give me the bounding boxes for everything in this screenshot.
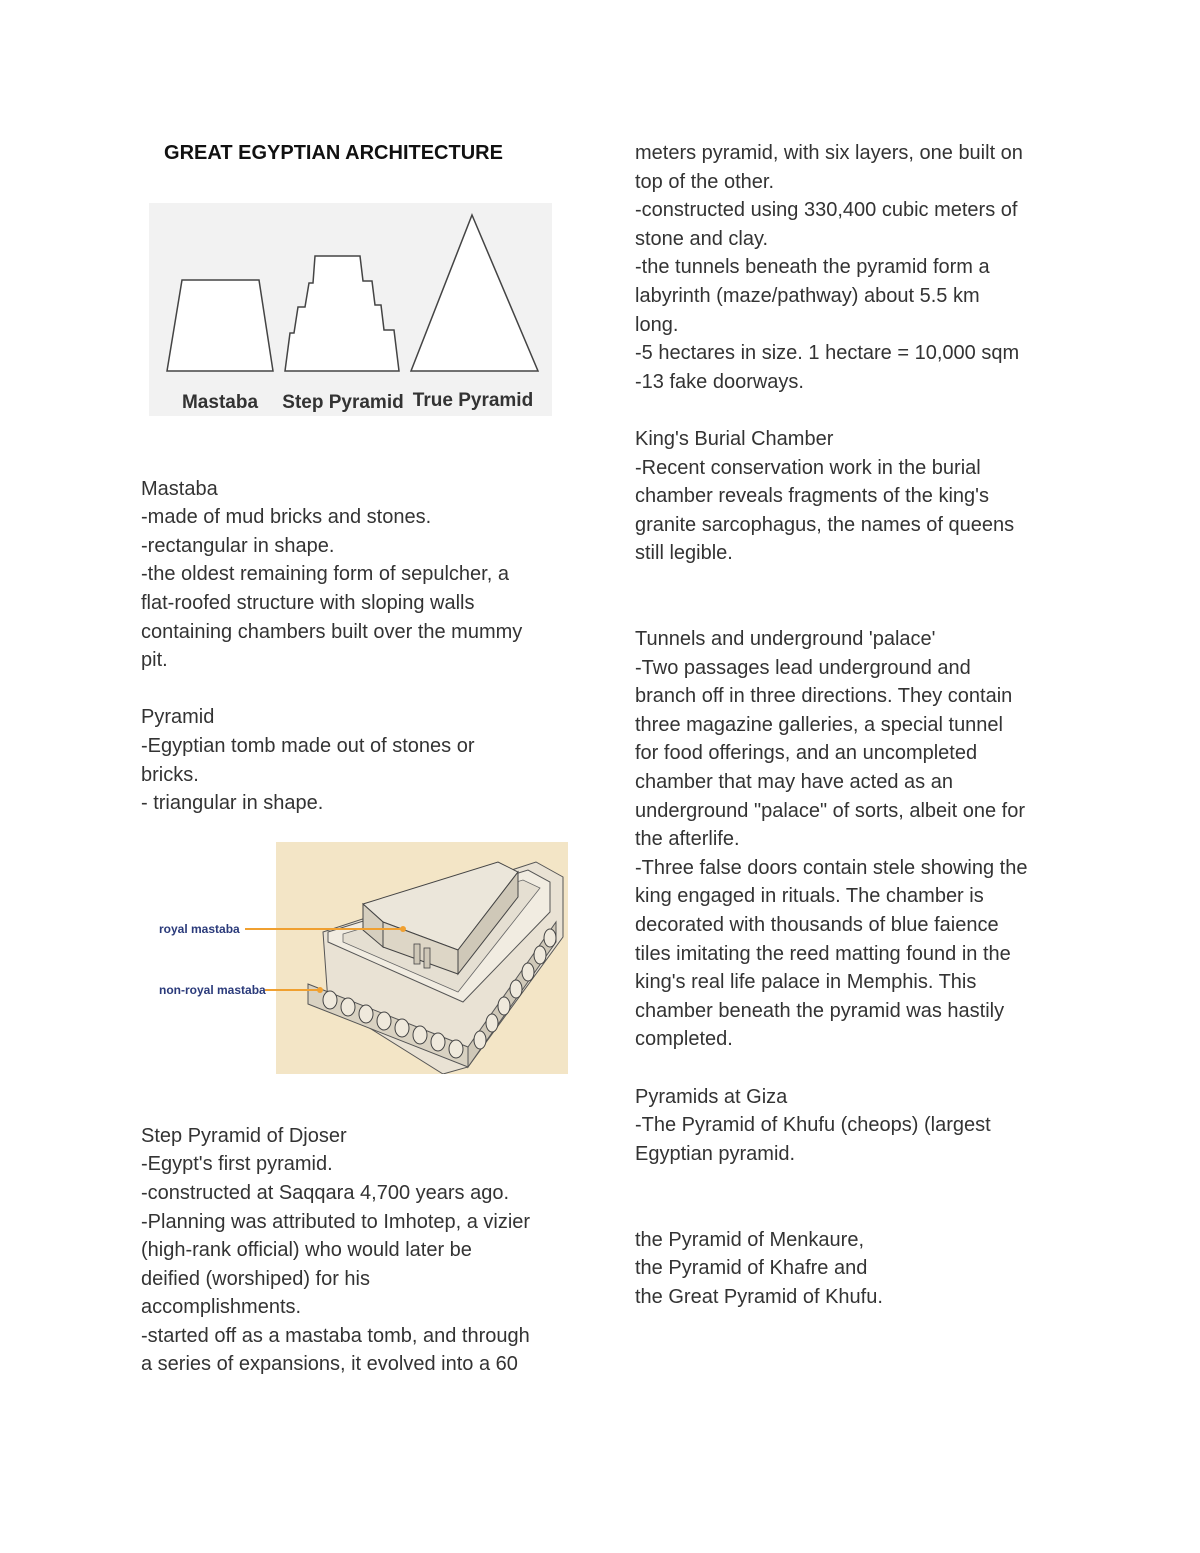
mastaba-shape — [167, 280, 273, 371]
mastaba-line: -made of mud bricks and stones. — [141, 506, 432, 529]
tomb-shapes-figure — [149, 203, 552, 416]
page-title: GREAT EGYPTIAN ARCHITECTURE — [164, 142, 503, 164]
djoser-line: deified (worshiped) for his — [141, 1267, 370, 1290]
true-pyramid-shape — [411, 215, 538, 371]
mastaba-line: containing chambers built over the mummy — [141, 620, 523, 643]
djoser-heading: Step Pyramid of Djoser — [141, 1124, 347, 1147]
djoser-section — [141, 1122, 566, 1379]
tunnels-line: underground "palace" of sorts, albeit one for — [635, 799, 1025, 822]
djoser-line: -started off as a mastaba tomb, and through — [141, 1324, 530, 1347]
mastaba-heading: Mastaba — [141, 477, 218, 500]
tunnels-line: king engaged in rituals. The chamber is — [635, 885, 984, 908]
burial-line: granite sarcophagus, the names of queens — [635, 513, 1015, 536]
giza-list-item: the Great Pyramid of Khufu. — [635, 1285, 883, 1308]
tunnels-heading: Tunnels and underground 'palace' — [635, 628, 936, 651]
true-pyramid-label: True Pyramid — [412, 390, 534, 411]
royal-leader-dot — [400, 926, 406, 932]
djoser-line: -Planning was attributed to Imhotep, a vizier — [141, 1210, 531, 1233]
djoser-cont-line: meters pyramid, with six layers, one built on — [635, 142, 1023, 164]
pyramid-section — [141, 703, 566, 817]
stele-left — [414, 944, 420, 964]
royal-mastaba-label: royal mastaba — [159, 922, 240, 936]
mastaba-illustration — [158, 842, 568, 1074]
djoser-line: (high-rank official) who would later be — [141, 1239, 472, 1262]
tunnels-line: for food offerings, and an uncompleted — [635, 742, 978, 765]
tunnels-line: king's real life palace in Memphis. This — [635, 971, 977, 994]
burial-line: chamber reveals fragments of the king's — [635, 485, 989, 508]
tunnels-line: -Two passages lead underground and — [635, 656, 971, 679]
burial-line: -Recent conservation work in the burial — [635, 456, 981, 479]
djoser-cont-line: -13 fake doorways. — [635, 370, 804, 393]
tunnels-line: chamber that may have acted as an — [635, 771, 953, 794]
nonroyal-mastaba-label: non-royal mastaba — [159, 983, 266, 997]
djoser-cont-line: labyrinth (maze/pathway) about 5.5 km — [635, 284, 980, 307]
djoser-cont-line: -the tunnels beneath the pyramid form a — [635, 256, 990, 279]
djoser-cont-line: -5 hectares in size. 1 hectare = 10,000 sqm — [635, 342, 1020, 365]
giza-line: -The Pyramid of Khufu (cheops) (largest — [635, 1114, 991, 1137]
right-column — [635, 139, 1065, 1311]
tunnels-line: decorated with thousands of blue faience — [635, 914, 999, 937]
tunnels-line: the afterlife. — [635, 828, 740, 851]
tunnels-line: completed. — [635, 1028, 733, 1051]
mastaba-line: -rectangular in shape. — [141, 534, 335, 557]
nonroyal-leader-dot — [317, 987, 323, 993]
stele-right — [424, 948, 430, 968]
djoser-line: accomplishments. — [141, 1296, 302, 1319]
giza-list-item: the Pyramid of Menkaure, — [635, 1228, 864, 1251]
pyramid-line: bricks. — [141, 763, 199, 786]
tunnels-section — [635, 625, 1065, 1054]
tunnels-line: branch off in three directions. They contain — [635, 685, 1013, 708]
djoser-line: -Egypt's first pyramid. — [141, 1153, 333, 1176]
mastaba-line: pit. — [141, 649, 168, 672]
giza-section — [635, 1083, 1065, 1169]
tomb-shapes-diagram — [149, 203, 552, 416]
giza-list-section — [635, 1226, 1065, 1312]
djoser-cont-line: -constructed using 330,400 cubic meters of — [635, 199, 1018, 222]
mastaba-line: -the oldest remaining form of sepulcher, a — [141, 563, 509, 586]
mastaba-illustration-figure — [158, 842, 568, 1074]
tunnels-line: tiles imitating the reed matting found in the — [635, 942, 1011, 965]
step-pyramid-shape — [285, 256, 399, 371]
pyramid-line: -Egyptian tomb made out of stones or — [141, 734, 475, 757]
pyramid-line: - triangular in shape. — [141, 792, 324, 815]
pyramid-heading: Pyramid — [141, 706, 215, 729]
giza-line: Egyptian pyramid. — [635, 1142, 796, 1165]
djoser-line: a series of expansions, it evolved into a 60 — [141, 1353, 518, 1376]
djoser-cont-line: long. — [635, 313, 679, 336]
burial-line: still legible. — [635, 542, 733, 565]
mastaba-section — [141, 475, 566, 675]
mastaba-line: flat-roofed structure with sloping walls — [141, 591, 475, 614]
burial-chamber-section — [635, 425, 1065, 568]
giza-heading: Pyramids at Giza — [635, 1085, 788, 1108]
giza-list-item: the Pyramid of Khafre and — [635, 1257, 868, 1280]
burial-heading: King's Burial Chamber — [635, 427, 834, 450]
tunnels-line: three magazine galleries, a special tunnel — [635, 713, 1003, 736]
tunnels-line: chamber beneath the pyramid was hastily — [635, 999, 1005, 1022]
tunnels-line: -Three false doors contain stele showing the — [635, 856, 1028, 879]
djoser-continued-section — [635, 139, 1065, 396]
djoser-line: -constructed at Saqqara 4,700 years ago. — [141, 1181, 510, 1204]
step-pyramid-label: Step Pyramid — [282, 392, 404, 413]
mastaba-label: Mastaba — [181, 392, 259, 413]
djoser-cont-line: stone and clay. — [635, 227, 769, 250]
djoser-cont-line: top of the other. — [635, 170, 774, 193]
